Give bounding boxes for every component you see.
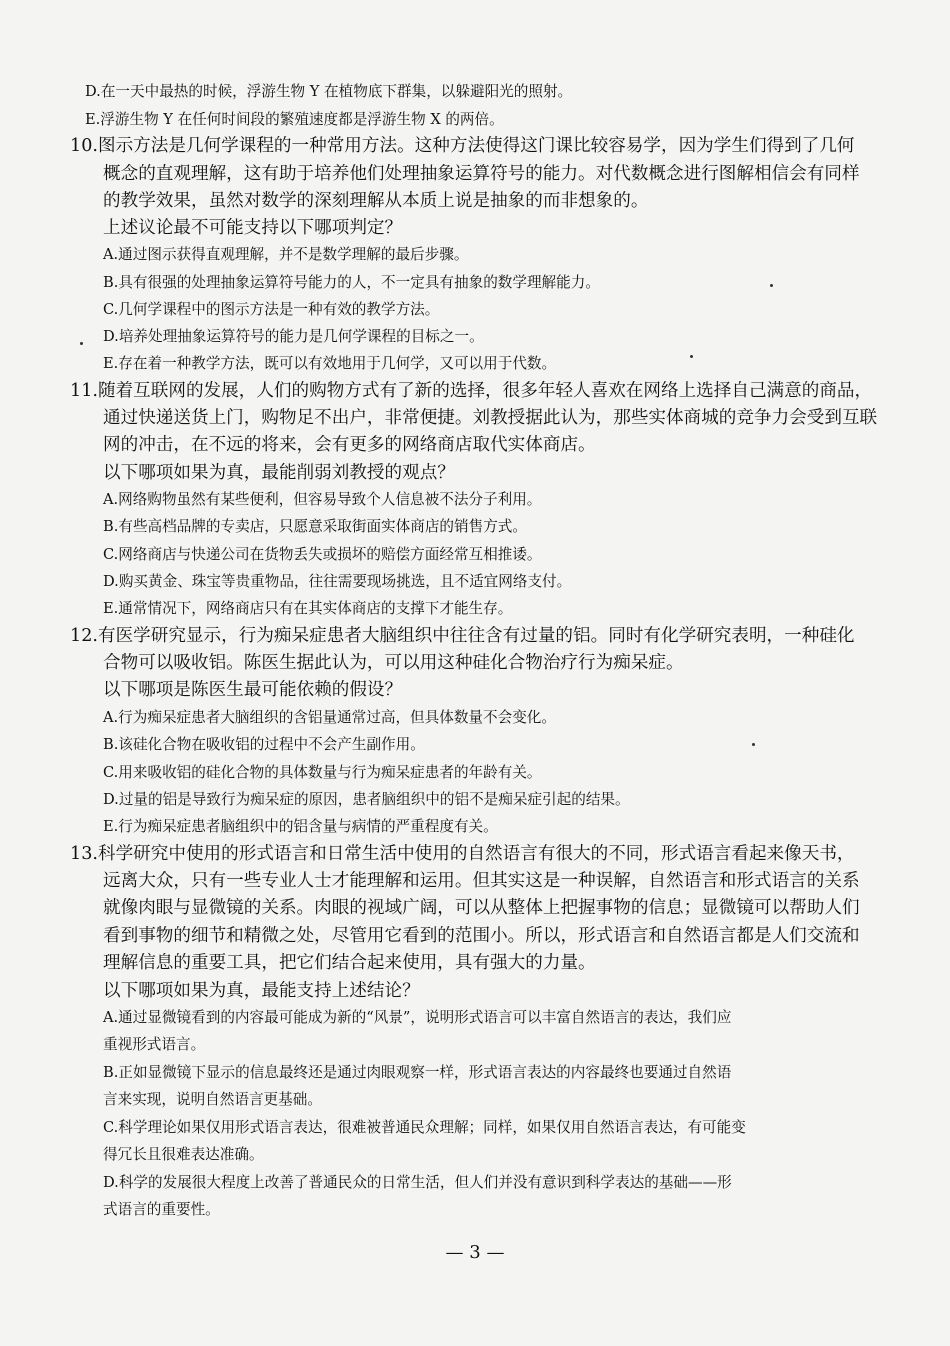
q10-option-c: C.几何学课程中的图示方法是一种有效的教学方法。 [103, 301, 440, 318]
q12-option-d: D.过量的铝是导致行为痴呆症的原因，患者脑组织中的铝不是痴呆症引起的结果。 [103, 791, 630, 808]
q11-option-d: D.购买黄金、珠宝等贵重物品，往往需要现场挑选，且不适宜网络支付。 [103, 573, 572, 590]
q9-option-d: D.在一天中最热的时候，浮游生物 Y 在植物底下群集，以躲避阳光的照射。 [85, 83, 573, 100]
q10-option-a: A.通过图示获得直观理解，并不是数学理解的最后步骤。 [103, 246, 469, 263]
scan-speck [80, 342, 83, 345]
q9-option-e: E.浮游生物 Y 在任何时间段的繁殖速度都是浮游生物 X 的两倍。 [85, 111, 504, 128]
q13-option-a-cont: 重视形式语言。 [103, 1036, 206, 1053]
q12-option-e: E.行为痴呆症患者脑组织中的铝含量与病情的严重程度有关。 [103, 818, 498, 835]
q10-stem-line: 10.图示方法是几何学课程的一种常用方法。这种方法使得这门课比较容易学，因为学生们得到了几何 [70, 136, 855, 156]
q13-option-a: A.通过显微镜看到的内容最可能成为新的“风景”，说明形式语言可以丰富自然语言的表达，我们应 [103, 1009, 732, 1026]
q11-option-a: A.网络购物虽然有某些便利，但容易导致个人信息被不法分子利用。 [103, 491, 542, 508]
q11-prompt: 以下哪项如果为真，最能削弱刘教授的观点？ [103, 463, 455, 483]
q13-stem-line: 远离大众，只有一些专业人士才能理解和运用。但其实这是一种误解，自然语言和形式语言的关系 [103, 871, 860, 891]
q11-option-c: C.网络商店与快递公司在货物丢失或损坏的赔偿方面经常互相推诿。 [103, 546, 542, 563]
q13-option-d-cont: 式语言的重要性。 [103, 1201, 220, 1218]
q13-stem-line: 就像肉眼与显微镜的关系。肉眼的视域广阔，可以从整体上把握事物的信息；显微镜可以帮助人们 [103, 898, 860, 918]
scan-speck [690, 355, 693, 358]
q11-option-b: B.有些高档品牌的专卖店，只愿意采取街面实体商店的销售方式。 [103, 518, 527, 535]
q12-option-c: C.用来吸收铝的硅化合物的具体数量与行为痴呆症患者的年龄有关。 [103, 764, 542, 781]
q11-stem-line: 11.随着互联网的发展，人们的购物方式有了新的选择，很多年轻人喜欢在网络上选择自己满意的商品， [70, 381, 873, 401]
q12-option-a: A.行为痴呆症患者大脑组织的含铝量通常过高，但具体数量不会变化。 [103, 709, 556, 726]
q13-prompt: 以下哪项如果为真，最能支持上述结论？ [103, 981, 420, 1001]
q13-option-b-cont: 言来实现，说明自然语言更基础。 [103, 1091, 322, 1108]
q12-stem-line: 合物可以吸收铝。陈医生据此认为，可以用这种硅化合物治疗行为痴呆症。 [103, 653, 684, 673]
q10-stem-line: 的教学效果，虽然对数学的深刻理解从本质上说是抽象的而非想象的。 [103, 191, 649, 211]
q10-prompt: 上述议论最不可能支持以下哪项判定？ [103, 218, 403, 238]
scan-speck [752, 743, 755, 746]
q13-option-c: C.科学理论如果仅用形式语言表达，很难被普通民众理解；同样，如果仅用自然语言表达，有可能变 [103, 1119, 746, 1136]
q11-stem-line: 通过快递送货上门，购物足不出户，非常便捷。刘教授据此认为，那些实体商城的竞争力会受到互联 [103, 408, 878, 428]
q13-stem-line: 看到事物的细节和精微之处，尽管用它看到的范围小。所以，形式语言和自然语言都是人们交流和 [103, 926, 860, 946]
page-number: — 3 — [445, 1242, 505, 1263]
q11-option-e: E.通常情况下，网络商店只有在其实体商店的支撑下才能生存。 [103, 600, 513, 617]
q13-option-d: D.科学的发展很大程度上改善了普通民众的日常生活，但人们并没有意识到科学表达的基础——形 [103, 1174, 732, 1191]
q10-option-d: D.培养处理抽象运算符号的能力是几何学课程的目标之一。 [103, 328, 484, 345]
q10-option-e: E.存在着一种教学方法，既可以有效地用于几何学，又可以用于代数。 [103, 355, 557, 372]
q13-option-c-cont: 得冗长且很难表达准确。 [103, 1146, 264, 1163]
q12-option-b: B.该硅化合物在吸收铝的过程中不会产生副作用。 [103, 736, 425, 753]
q10-stem-line: 概念的直观理解，这有助于培养他们处理抽象运算符号的能力。对代数概念进行图解相信会有同样 [103, 164, 860, 184]
q10-option-b: B.具有很强的处理抽象运算符号能力的人，不一定具有抽象的数学理解能力。 [103, 274, 600, 291]
q12-prompt: 以下哪项是陈医生最可能依赖的假设？ [103, 680, 403, 700]
q12-stem-line: 12.有医学研究显示，行为痴呆症患者大脑组织中往往含有过量的铝。同时有化学研究表明，一种硅化 [70, 626, 855, 646]
q13-stem-line: 13.科学研究中使用的形式语言和日常生活中使用的自然语言有很大的不同，形式语言看起来像天书， [70, 844, 855, 864]
q11-stem-line: 网的冲击，在不远的将来，会有更多的网络商店取代实体商店。 [103, 435, 596, 455]
q13-stem-line: 理解信息的重要工具，把它们结合起来使用，具有强大的力量。 [103, 953, 596, 973]
q13-option-b: B.正如显微镜下显示的信息最终还是通过肉眼观察一样，形式语言表达的内容最终也要通过自然语 [103, 1064, 732, 1081]
scan-speck [770, 284, 773, 287]
